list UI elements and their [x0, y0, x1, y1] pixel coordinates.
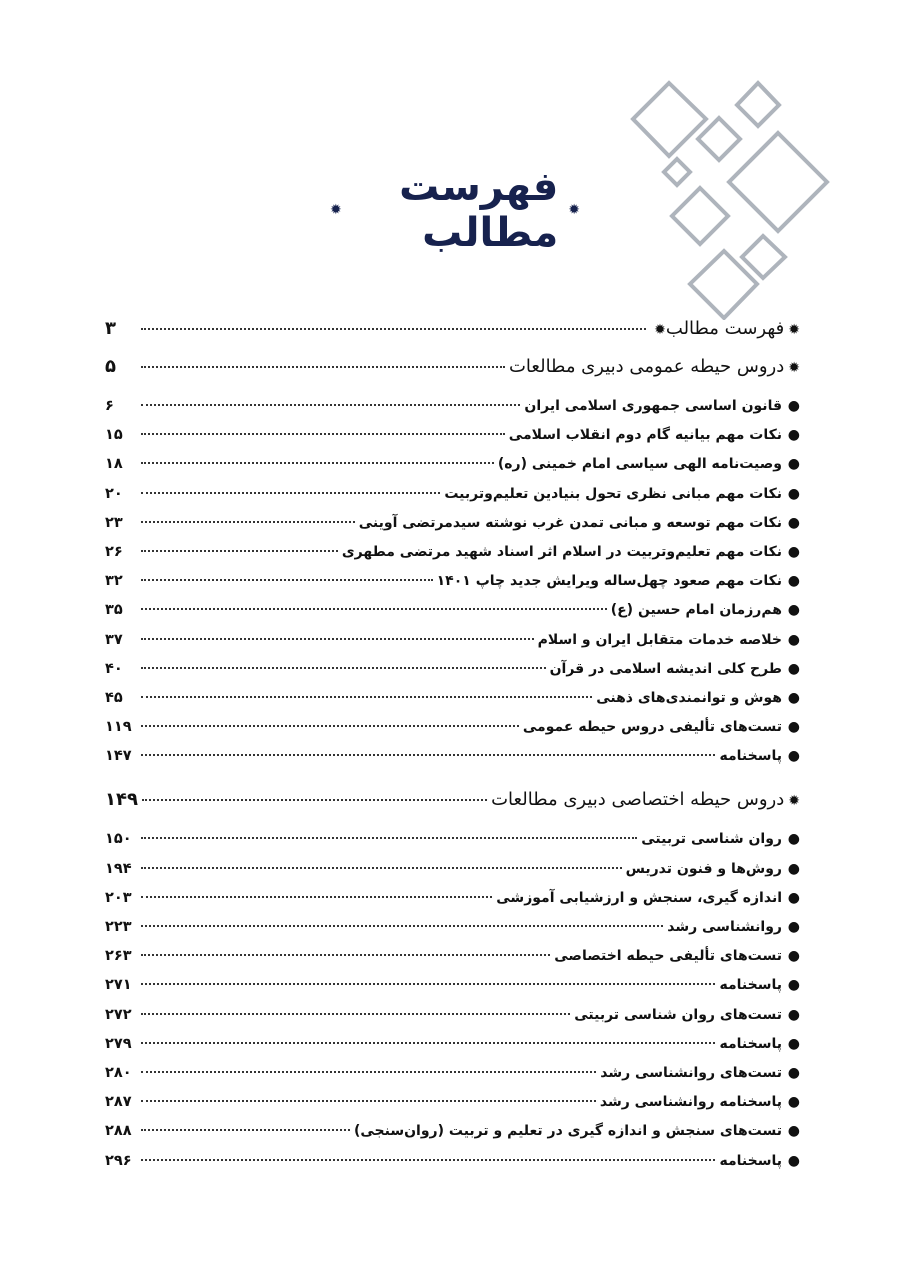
dot-leader	[141, 1100, 596, 1102]
diamond-shape	[698, 118, 740, 160]
toc-item[interactable]	[105, 1065, 800, 1094]
diamond-shape	[664, 159, 690, 185]
toc-page-number: ۳	[105, 318, 116, 339]
toc-item[interactable]	[105, 544, 800, 573]
bullet-icon: ●	[787, 719, 800, 736]
toc-page-number: ۲۷۱	[105, 977, 132, 994]
toc-page-number: ۲۶	[105, 543, 123, 560]
toc-item[interactable]	[105, 573, 800, 602]
dot-leader	[141, 608, 607, 610]
bullet-icon: ●	[787, 543, 800, 560]
toc-page-number: ۴۰	[105, 660, 123, 677]
toc-item[interactable]	[105, 602, 800, 631]
flower-icon: ✹	[568, 202, 580, 218]
toc-list-specialized	[105, 831, 800, 1181]
dot-leader	[141, 638, 534, 640]
bullet-icon: ●	[787, 1006, 800, 1023]
bullet-icon: ●	[787, 427, 800, 444]
toc-section-label: دروس حیطه اختصاصی دبیری مطالعات	[491, 789, 785, 811]
diamond-shape	[690, 251, 757, 318]
toc-item-label: نکات مهم بیانیه گام دوم انقلاب اسلامی	[508, 427, 782, 444]
toc-item[interactable]	[105, 977, 800, 1006]
bullet-icon: ●	[787, 948, 800, 965]
toc-page-number: ۶	[105, 398, 114, 414]
toc-item-label: تست‌های روان شناسی تربیتی	[574, 1006, 782, 1023]
dot-leader	[141, 954, 550, 956]
toc-page-number: ۱۹۴	[105, 860, 132, 877]
dot-leader	[141, 433, 505, 435]
diamond-shape	[742, 236, 785, 278]
toc-item-label: پاسخنامه	[719, 977, 782, 994]
toc-item[interactable]	[105, 1036, 800, 1065]
bullet-icon: ●	[787, 1094, 800, 1111]
toc-item[interactable]	[105, 1123, 800, 1152]
toc-item[interactable]	[105, 486, 800, 515]
toc-section-label: فهرست مطالب	[665, 318, 785, 339]
toc-item[interactable]	[105, 1007, 800, 1036]
toc-item[interactable]	[105, 427, 800, 456]
bullet-icon: ●	[787, 860, 800, 877]
toc-item-label: روش‌ها و فنون تدریس	[625, 860, 782, 877]
toc-item[interactable]	[105, 831, 800, 860]
dot-leader	[141, 404, 520, 406]
toc-page-number: ۲۷۲	[105, 1006, 132, 1023]
toc-item[interactable]	[105, 748, 800, 777]
toc-page-number: ۲۸۰	[105, 1064, 132, 1081]
toc-page-number: ۲۶۳	[105, 948, 132, 965]
toc-page-number: ۱۵۰	[105, 831, 132, 848]
dot-leader	[141, 667, 546, 669]
toc-list-general	[105, 398, 800, 777]
dot-leader	[141, 579, 433, 581]
toc-item[interactable]	[105, 456, 800, 485]
toc-item-label: نکات مهم توسعه و مبانی تمدن غرب نوشته سیدمرتضی آوینی	[358, 514, 782, 531]
bullet-icon: ●	[787, 689, 800, 706]
toc-item[interactable]	[105, 661, 800, 690]
bullet-icon: ●	[787, 1123, 800, 1140]
toc-item-label: پاسخنامه	[719, 1152, 782, 1169]
bullet-icon: ●	[787, 456, 800, 473]
toc-item-label: طرح کلی اندیشه اسلامی در قرآن	[549, 660, 782, 677]
dot-leader	[141, 725, 519, 727]
table-of-contents	[105, 318, 800, 1182]
toc-item[interactable]	[105, 690, 800, 719]
toc-item-label: تست‌های روانشناسی رشد	[600, 1064, 782, 1081]
flower-icon: ✹	[788, 793, 800, 810]
bullet-icon: ●	[787, 1152, 800, 1169]
toc-page-number: ۵	[105, 356, 116, 377]
toc-item-label: تست‌های تألیفی حیطه اختصاصی	[554, 948, 782, 965]
dot-leader	[142, 799, 487, 801]
page-title-block	[330, 164, 580, 256]
dot-leader	[141, 754, 715, 756]
bullet-icon: ●	[787, 631, 800, 648]
dot-leader	[141, 925, 663, 927]
dot-leader	[141, 550, 338, 552]
toc-item-label: هوش و توانمندی‌های ذهنی	[596, 689, 782, 706]
toc-item-label: اندازه گیری، سنجش و ارزشیابی آموزشی	[496, 889, 782, 906]
bullet-icon: ●	[787, 831, 800, 848]
toc-item-label: پاسخنامه	[719, 748, 782, 765]
toc-page-number: ۱۱۹	[105, 719, 132, 736]
toc-item[interactable]	[105, 948, 800, 977]
toc-item-label: خلاصه خدمات متقابل ایران و اسلام	[537, 631, 782, 648]
bullet-icon: ●	[787, 398, 800, 414]
dot-leader	[141, 1013, 570, 1015]
toc-item-label: روانشناسی رشد	[667, 919, 782, 935]
dot-leader	[141, 696, 592, 698]
toc-item-label: نکات مهم مبانی نظری تحول بنیادین تعلیم‌وتربیت	[444, 485, 782, 502]
toc-section-intro[interactable]	[105, 318, 800, 352]
dot-leader	[141, 521, 355, 523]
flower-icon: ✹	[330, 202, 342, 218]
toc-section-general[interactable]	[105, 356, 800, 390]
diamond-shape	[672, 188, 728, 244]
diamond-shape	[737, 83, 779, 126]
toc-item[interactable]	[105, 719, 800, 748]
dot-leader	[141, 1071, 596, 1073]
bullet-icon: ●	[787, 977, 800, 994]
bullet-icon: ●	[787, 889, 800, 906]
toc-page-number: ۲۹۶	[105, 1152, 132, 1169]
toc-item[interactable]	[105, 919, 800, 948]
dot-leader	[141, 1042, 715, 1044]
bullet-icon: ●	[787, 602, 800, 619]
toc-item-label: پاسخنامه روانشناسی رشد	[599, 1094, 782, 1111]
toc-page-number: ۳۷	[105, 631, 123, 648]
toc-page-number: ۲۲۳	[105, 919, 132, 935]
toc-item[interactable]	[105, 890, 800, 919]
dot-leader	[141, 983, 715, 985]
bullet-icon: ●	[787, 1064, 800, 1081]
toc-section-specialized[interactable]	[105, 789, 800, 823]
toc-item-label: نکات مهم تعلیم‌وتربیت در اسلام اثر اسناد شهید مرتضی مطهری	[341, 543, 782, 560]
toc-item-label: نکات مهم صعود چهل‌ساله ویرایش جدید چاپ ۱۴۰۱	[436, 573, 782, 590]
bullet-icon: ●	[787, 514, 800, 531]
toc-item[interactable]	[105, 861, 800, 890]
toc-page-number: ۲۰۳	[105, 889, 132, 906]
bullet-icon: ●	[787, 748, 800, 765]
dot-leader	[141, 462, 494, 464]
bullet-icon: ●	[787, 919, 800, 935]
diamond-shape	[633, 83, 706, 156]
dot-leader	[141, 492, 440, 494]
toc-item[interactable]	[105, 1153, 800, 1182]
flower-icon: ✹	[788, 322, 800, 338]
toc-item[interactable]	[105, 1094, 800, 1123]
flower-icon: ✹	[788, 360, 800, 376]
dot-leader	[141, 867, 622, 869]
flower-icon: ✹	[654, 322, 666, 338]
toc-item[interactable]	[105, 398, 800, 427]
bullet-icon: ●	[787, 573, 800, 590]
bullet-icon: ●	[787, 1035, 800, 1052]
bullet-icon: ●	[787, 485, 800, 502]
toc-page-number: ۲۳	[105, 514, 123, 531]
toc-item-label: تست‌های تألیفی دروس حیطه عمومی	[522, 719, 782, 736]
dot-leader	[141, 896, 492, 898]
toc-page-number: ۱۴۹	[105, 789, 138, 811]
diamond-shape	[729, 133, 827, 231]
toc-page-number: ۳۵	[105, 602, 123, 619]
toc-item[interactable]	[105, 515, 800, 544]
toc-item-label: قانون اساسی جمهوری اسلامی ایران	[524, 398, 782, 414]
toc-item-label: وصیت‌نامه الهی سیاسی امام خمینی (ره)	[497, 456, 782, 473]
dot-leader	[141, 837, 637, 839]
toc-item-label: پاسخنامه	[719, 1035, 782, 1052]
toc-item-label: هم‌رزمان امام حسین (ع)	[610, 602, 782, 619]
toc-section-label: دروس حیطه عمومی دبیری مطالعات	[508, 356, 785, 377]
toc-item[interactable]	[105, 632, 800, 661]
dot-leader	[141, 1159, 715, 1161]
dot-leader	[141, 1129, 350, 1131]
toc-page-number: ۲۸۸	[105, 1123, 132, 1140]
toc-page-number: ۱۸	[105, 456, 123, 473]
toc-page-number: ۱۴۷	[105, 748, 132, 765]
toc-page-number: ۳۲	[105, 573, 123, 590]
toc-item-label: تست‌های سنجش و اندازه گیری در تعلیم و تربیت (روان‌سنجی)	[353, 1123, 782, 1140]
toc-page-number: ۲۸۷	[105, 1094, 132, 1111]
toc-page-number: ۱۵	[105, 427, 123, 444]
dot-leader	[141, 366, 505, 368]
toc-item-label: روان شناسی تربیتی	[641, 831, 782, 848]
bullet-icon: ●	[787, 660, 800, 677]
toc-page-number: ۲۰	[105, 485, 123, 502]
decorative-diamonds	[0, 0, 905, 320]
page-title: فهرست مطالب	[399, 164, 559, 256]
toc-page-number: ۴۵	[105, 689, 123, 706]
dot-leader	[141, 328, 646, 330]
toc-page-number: ۲۷۹	[105, 1035, 132, 1052]
